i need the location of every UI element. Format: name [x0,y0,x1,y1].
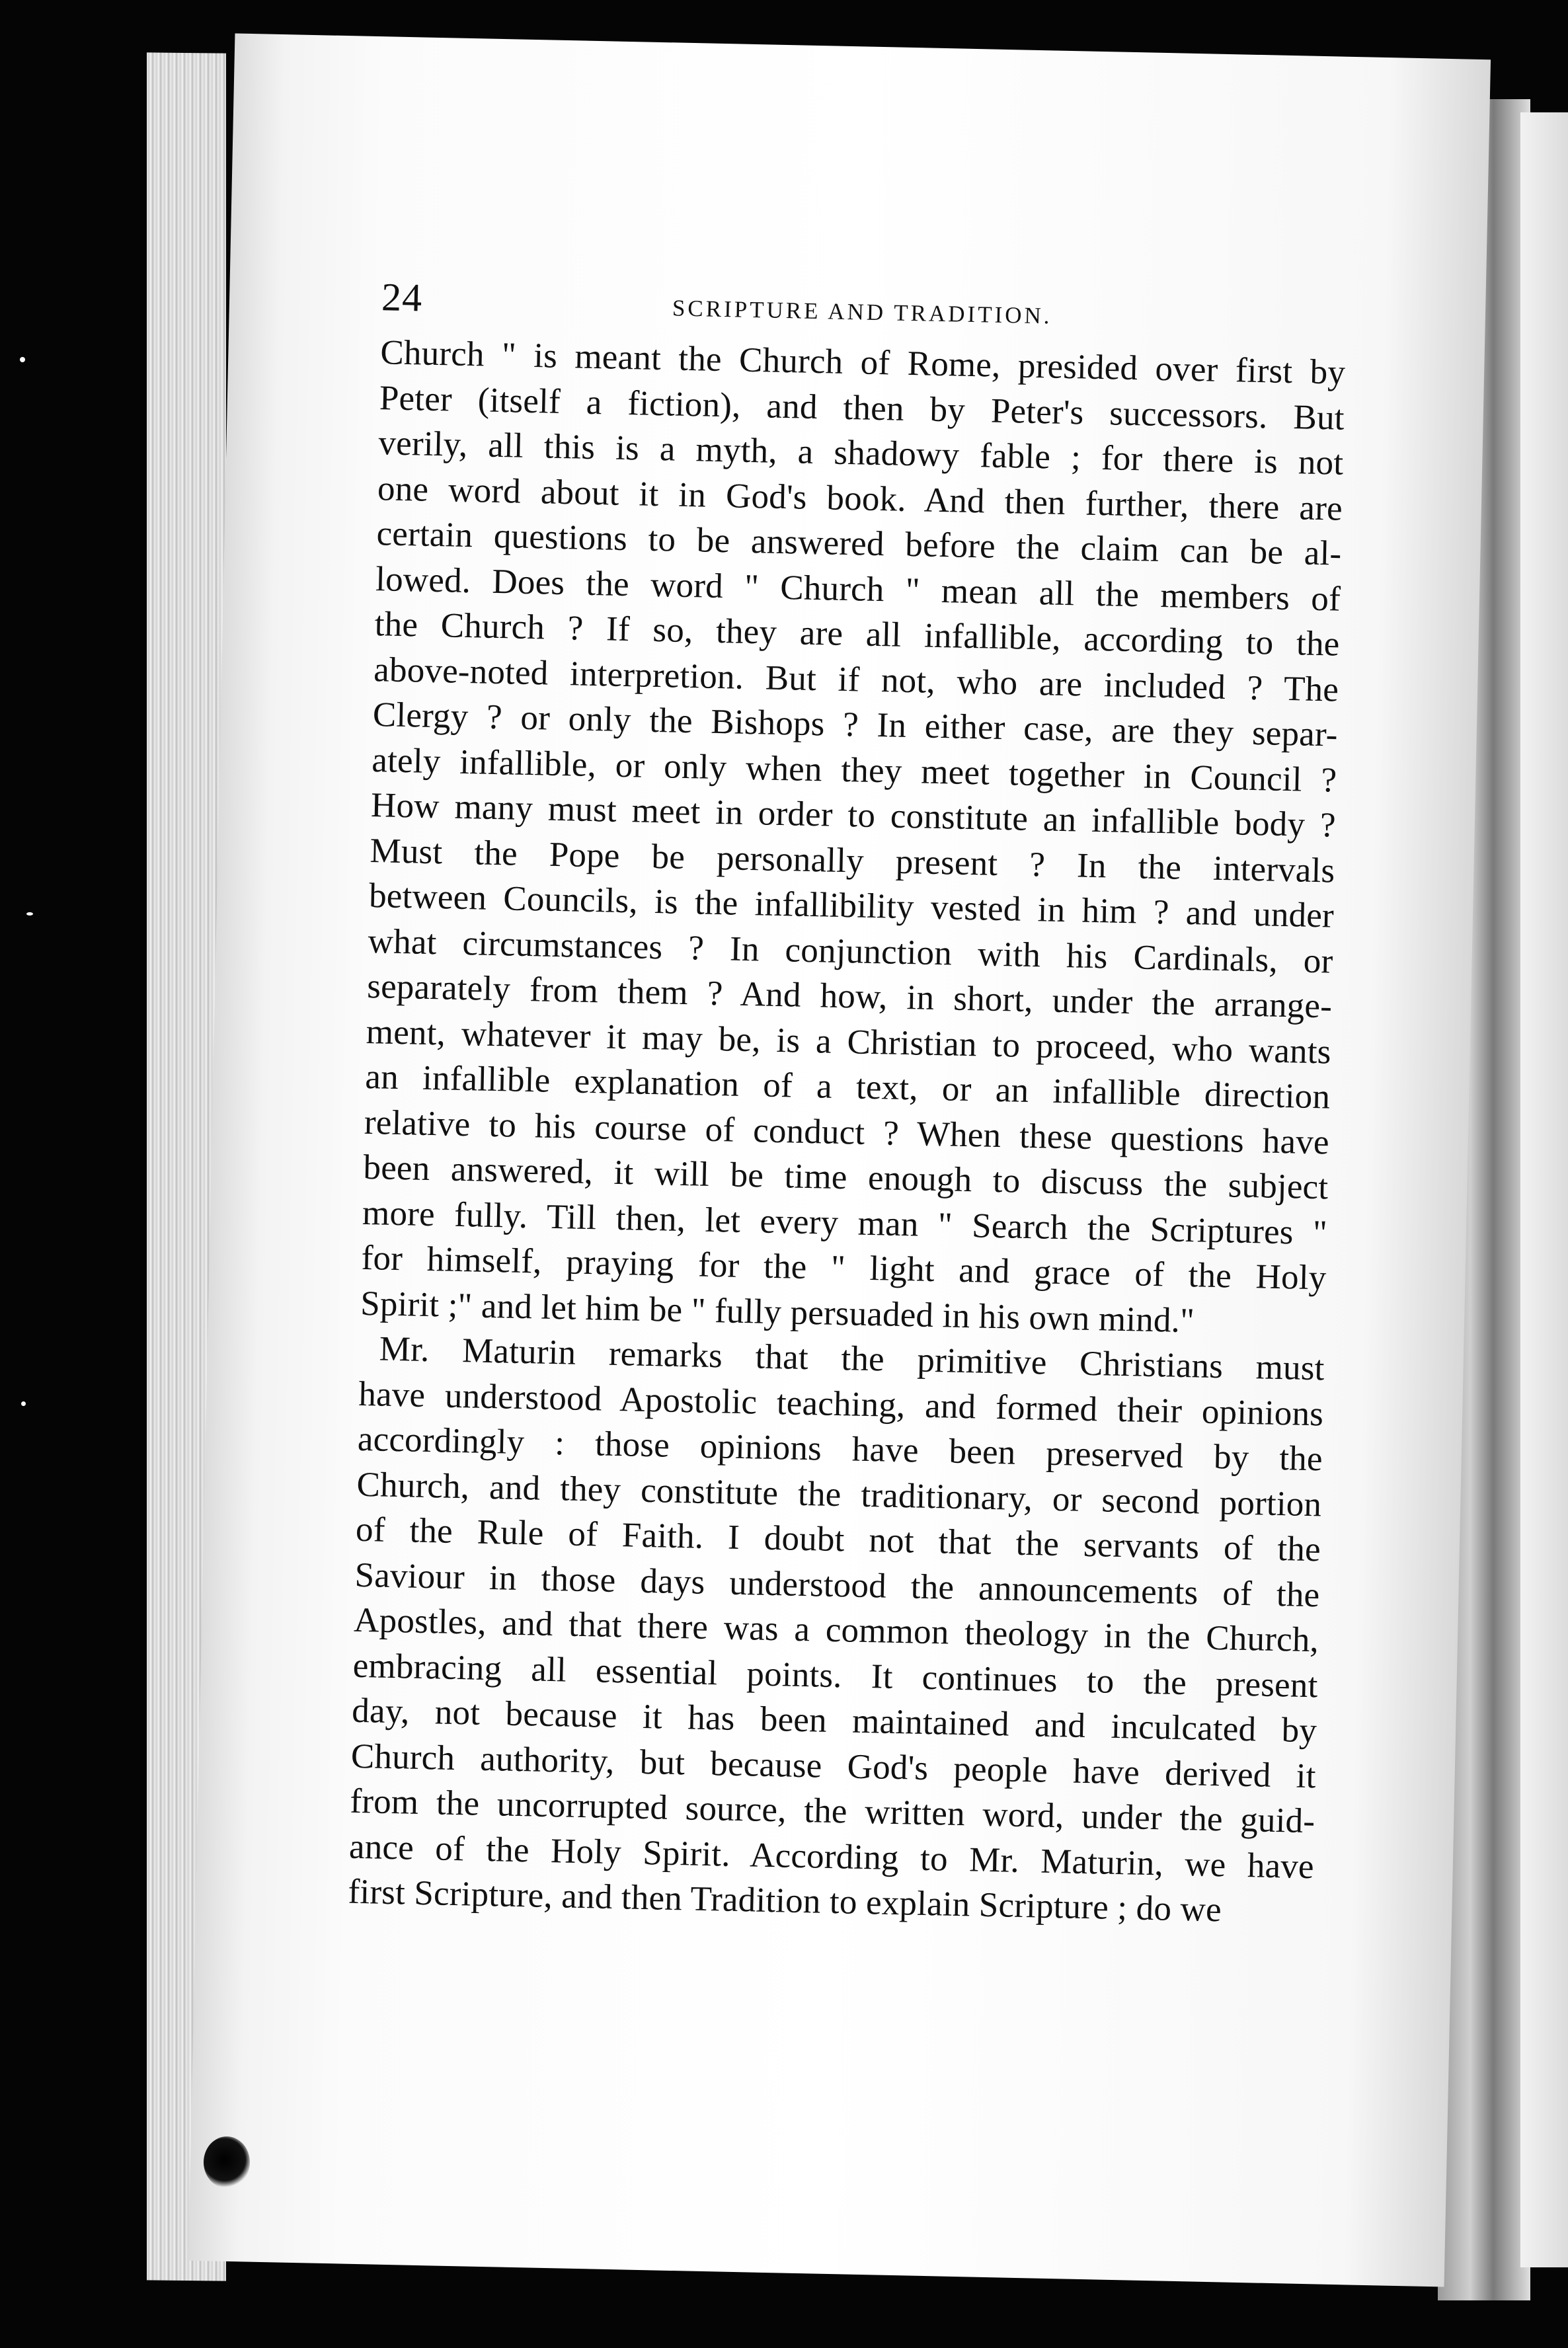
text-line: Spirit ;" and let him be " fully persuaded in his own mind." [360,1284,1195,1340]
text-line: what circumstances ? In conjunction with his Cardinals, or [368,921,1334,981]
text-line: verily, all this is a myth, a shadowy fable ; for there is not [377,424,1344,483]
ink-blot [204,2136,250,2188]
text-line: Church authority, but because God's people have derived it [350,1737,1317,1795]
facing-page-edge [1520,112,1568,2267]
text-line: of the Rule of Faith. I doubt not that the servants of the [355,1510,1321,1569]
text-line: ately infallible, or only when they meet together in Council ? [371,740,1337,800]
text-line: first Scripture, and then Tradition to explain Scripture ; do we [348,1872,1222,1930]
text-line: Apostles, and that there was a common theology in the Church, [353,1600,1319,1660]
text-line: certain questions to be answered before the claim can be al- [376,514,1342,573]
text-line: an infallible explanation of a text, or an infallible direction [364,1057,1331,1116]
text-line: ance of the Holy Spirit. According to Mr. Maturin, we have [348,1827,1315,1886]
text-line: for himself, praying for the " light and grace of the Holy [361,1238,1327,1298]
text-line: from the uncorrupted source, the written word, under the guid- [349,1781,1315,1841]
book-page [188,33,1491,2287]
text-line: separately from them ? And how, in short, under the arrange- [366,966,1333,1026]
text-line: one word about it in God's book. And then further, there are [377,469,1343,528]
text-line: been answered, it will be time enough to discuss the subject [363,1148,1329,1207]
text-line: the Church ? If so, they are all infallible, according to the [374,605,1341,664]
text-line: day, not because it has been maintained and inculcated by [351,1691,1317,1750]
text-line: Clergy ? or only the Bishops ? In either case, are they separ- [372,695,1339,754]
text-line: ment, whatever it may be, is a Christian to proceed, who wants [366,1012,1332,1072]
scan-speck [26,912,33,916]
text-line: relative to his course of conduct ? When these questions have [364,1103,1330,1162]
running-title: SCRIPTURE AND TRADITION. [672,295,1052,329]
page-content [348,274,1347,1935]
scan-speck [21,1401,26,1406]
text-line: Church " is meant the Church of Rome, presided over first by [379,333,1346,392]
text-line: Must the Pope be personally present ? In the intervals [370,831,1335,890]
page-number: 24 [381,275,423,320]
text-line: lowed. Does the word " Church " mean all the members of [375,559,1341,619]
text-line: Peter (itself a fiction), and then by Peter's successors. But [379,378,1345,438]
text-line: above-noted interpretion. But if not, who are included ? The [373,650,1339,709]
text-line: Saviour in those days understood the announcements of the [354,1555,1320,1614]
body-text [348,330,1346,1935]
text-line: Mr. Maturin remarks that the primitive Christians must [379,1329,1325,1388]
scan-speck [20,357,25,362]
text-line: embracing all essential points. It continues to the present [352,1646,1319,1705]
text-line: between Councils, is the infallibility vested in him ? and under [368,877,1335,935]
text-line: accordingly : those opinions have been preserved by the [357,1419,1323,1479]
text-line: more fully. Till then, let every man " Search the Scriptures " [362,1193,1328,1252]
text-line: Church, and they constitute the traditionary, or second portion [356,1465,1322,1524]
text-line: How many must meet in order to constitute an infallible body ? [370,786,1337,845]
text-line: have understood Apostolic teaching, and formed their opinions [358,1374,1324,1433]
